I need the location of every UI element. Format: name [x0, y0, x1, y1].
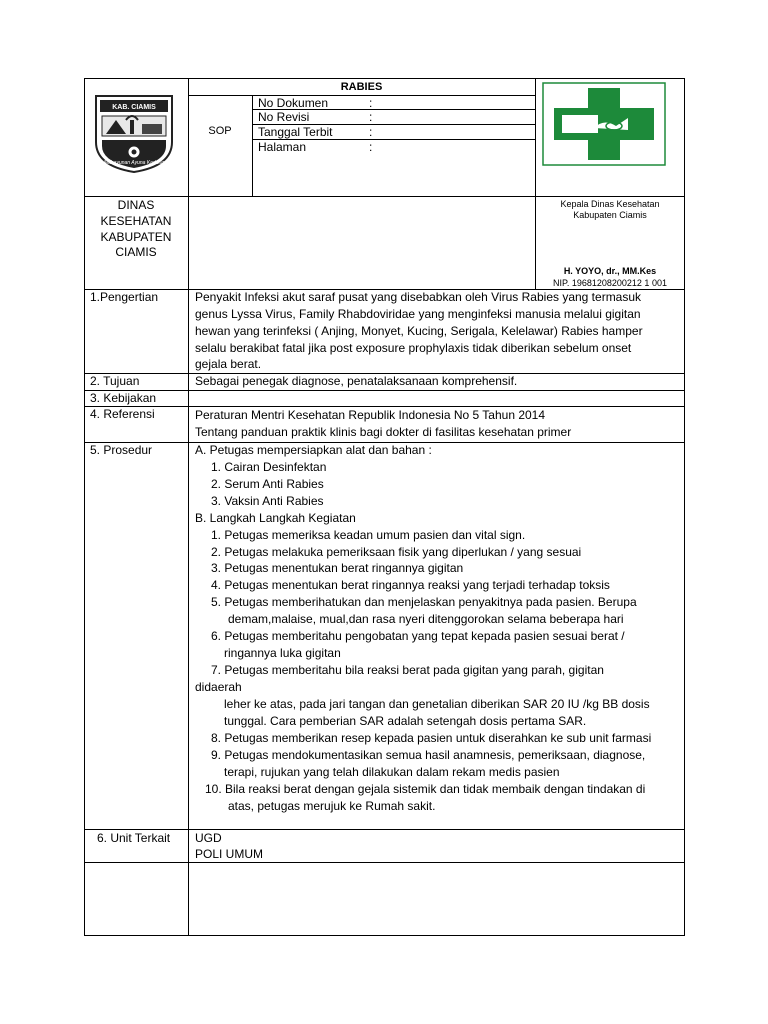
- field-halaman: Halaman: [258, 140, 307, 154]
- label-referensi: 4. Referensi: [90, 407, 155, 421]
- label-kebijakan: 3. Kebijakan: [90, 391, 157, 405]
- field-sep: :: [369, 140, 373, 154]
- sop-page: KAB. CIAMIS Mahayunan Ayuna Kadulur RABIES SOP No Dokumen : No Revisi : Tanggal Terbit : Halaman : DINAS KESEHATAN KABUPATEN CIAMIS Kepala Dinas Kesehatan Kabupaten Ciamis H. YOYO, dr., MM.Kes NIP. 19681208200212 1 001 1.Pengertian 2. Tujuan 3. Kebijakan 4. Referensi 5. Prosedur 6. Unit Terkait Penyakit Infeksi akut saraf pusat yang disebabkan oleh Virus Rabies yang termasuk genus Lyssa Virus, Family Rhabdoviridae yang menginfeksi manusia melalui gigitan hewan yang terinfeksi ( Anjing, Monyet, Kucing, Serigala, Kelelawar) Rabies hamper selalu berakibat fatal jika post exposure prophylaxis tidak diberikan sebelum onset gejala berat. Sebagai penegak diagnose, penatalaksanaan komprehensif. Peraturan Mentri Kesehatan Republik Indonesia No 5 Tahun 2014 Tentang panduan praktik klinis bagi dokter di fasilitas kesehatan primer A. Petugas mempersiapkan alat dan bahan : 1. Cairan Desinfektan 2. Serum Anti Rabies 3. Vaksin Anti Rabies B. Langkah Langkah Kegiatan 1. Petugas memeriksa keadan umum pasien dan vital sign. 2. Petugas melakuka pemeriksaan fisik yang diperlukan / yang sesuai 3. Petugas menentukan berat ringannya gigitan 4. Petugas menentukan berat ringannya reaksi yang terjadi terhadap toksis 5. Petugas memberihatukan dan menjelaskan penyakitnya pada pasien. Berupa demam,malaise, mual,dan rasa nyeri ditenggorokan selama beberapa hari 6. Petugas memberitahu pengobatan yang tepat kepada pasien sesuai berat / ringannya luka gigitan 7. Petugas memberitahu bila reaksi berat pada gigitan yang parah, gigitan didaerah leher ke atas, pada jari tangan dan genetalian diberikan SAR 20 IU /kg BB dosis tunggal. Cara pemberian SAR adalah setengah dosis pertama SAR. 8. Petugas memberikan resep kepada pasien untuk diserahkan ke sub unit farmasi 9. Petugas mendokumentasikan semua hasil anamnesis, pemeriksaan, diagnose, terapi, rujukan yang telah dilakukan dalam rekam medis pasien 10. Bila reaksi berat dengan gejala sistemik dan tidak membaik dengan tindakan di atas, petugas merujuk ke Rumah sakit. UGD POLI UMUM: [0, 0, 768, 1024]
- label-prosedur: 5. Prosedur: [90, 443, 153, 457]
- tujuan-text: Sebagai penegak diagnose, penatalaksanaan komprehensif.: [195, 374, 518, 388]
- field-sep: :: [369, 96, 373, 110]
- logo-motto: Mahayunan Ayuna Kadulur: [103, 160, 165, 166]
- health-logo: [542, 82, 666, 166]
- field-sep: :: [369, 125, 373, 139]
- head-nip: NIP. 19681208200212 1 001: [553, 278, 667, 288]
- head-name: H. YOYO, dr., MM.Kes: [563, 266, 657, 276]
- field-no-revisi: No Revisi: [258, 110, 310, 124]
- label-unit-terkait: 6. Unit Terkait: [97, 831, 171, 845]
- field-no-dokumen: No Dokumen: [258, 96, 329, 110]
- sop-label: SOP: [208, 125, 232, 137]
- ciamis-logo: [92, 90, 176, 174]
- green-cross-icon: [542, 82, 666, 166]
- document-title: RABIES: [340, 81, 383, 93]
- svg-text:KAB. CIAMIS: KAB. CIAMIS: [112, 104, 156, 111]
- label-pengertian: 1.Pengertian: [90, 290, 159, 304]
- field-sep: :: [369, 110, 373, 124]
- label-tujuan: 2. Tujuan: [90, 374, 140, 388]
- field-tanggal-terbit: Tanggal Terbit: [258, 125, 333, 139]
